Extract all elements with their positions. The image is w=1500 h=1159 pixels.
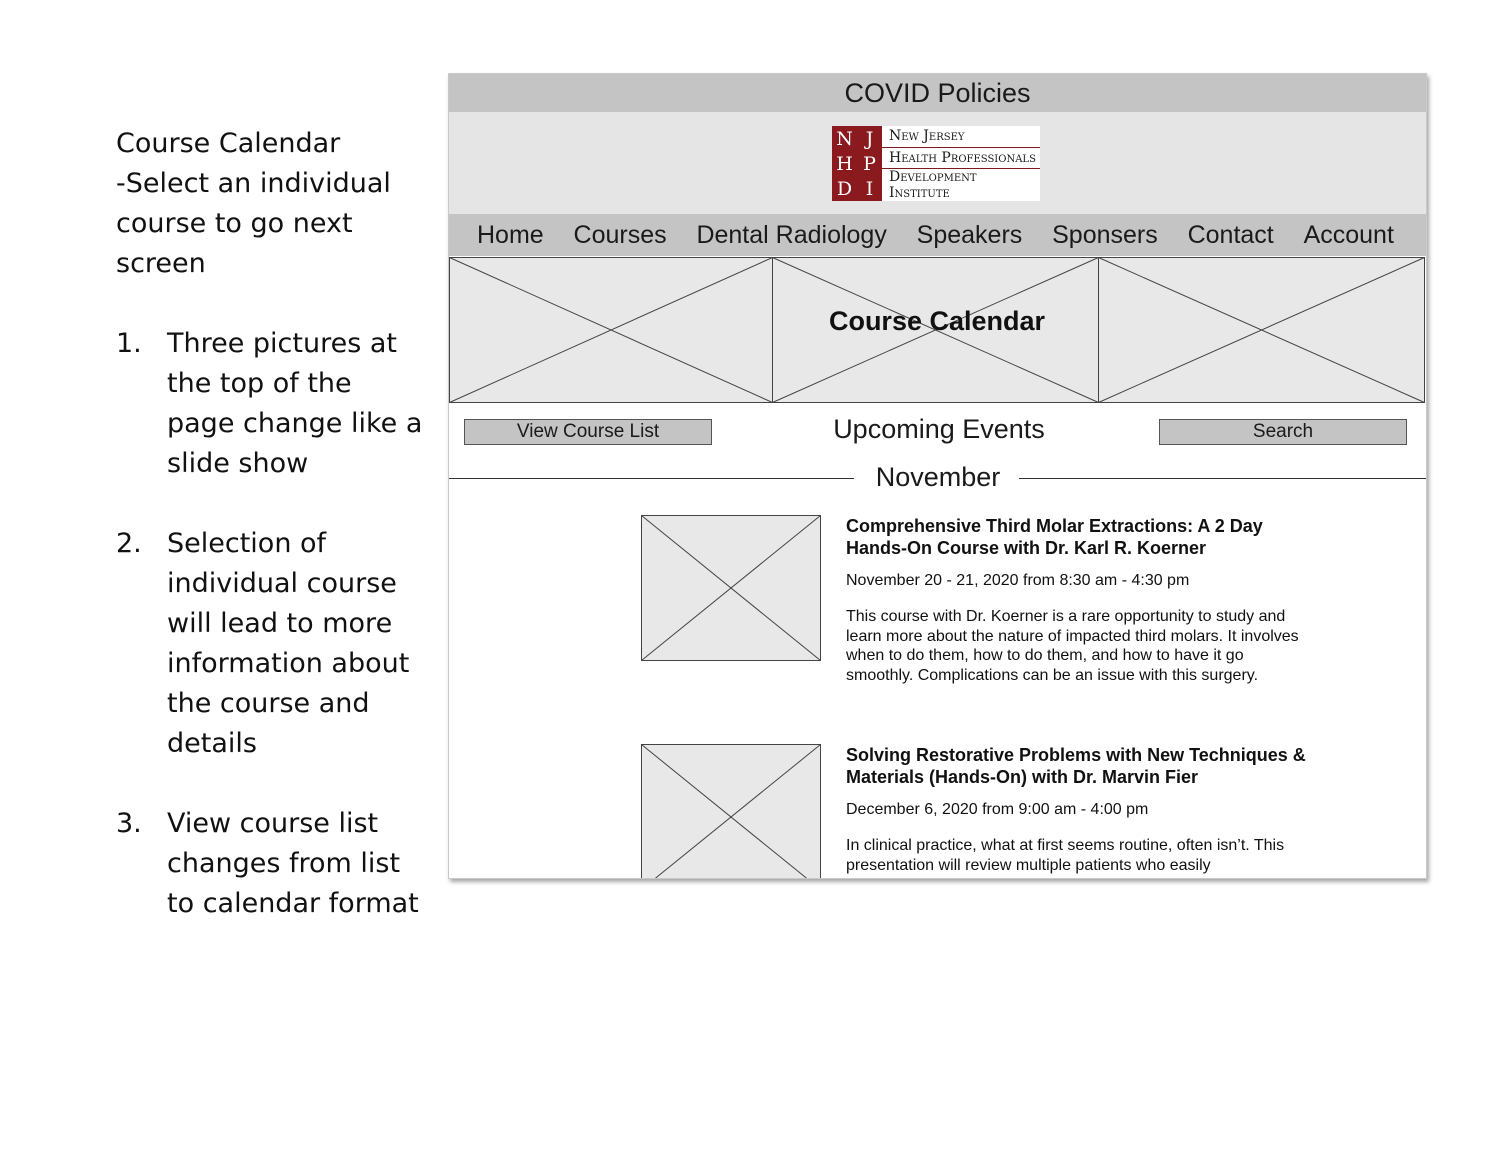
event-image-placeholder — [641, 744, 821, 879]
event-date: November 20 - 21, 2020 from 8:30 am - 4:30 pm — [846, 572, 1190, 589]
annotation-number: 2. — [116, 528, 142, 559]
logo-letter: H — [836, 152, 853, 175]
annotation-text: Three pictures at the top of the page change like a slide show — [167, 328, 423, 479]
annotation-item — [116, 804, 426, 924]
nav-dental-radiology[interactable]: Dental Radiology — [696, 220, 887, 249]
annotation-panel — [116, 124, 426, 964]
header — [449, 112, 1426, 214]
annotation-text: Selection of individual course will lead to more information about the course and details — [167, 528, 410, 759]
annotation-item — [116, 524, 426, 764]
search-button[interactable]: Search — [1159, 419, 1407, 445]
upcoming-events-heading: Upcoming Events — [833, 414, 1045, 444]
logo-letter: P — [863, 152, 876, 175]
page-title: Course Calendar — [828, 306, 1046, 336]
wireframe-page — [448, 73, 1427, 879]
nav-account[interactable]: Account — [1303, 220, 1394, 249]
annotation-number: 1. — [116, 328, 142, 359]
logo-letter: J — [865, 127, 874, 150]
logo-line: New Jersey — [882, 126, 1040, 148]
hero-slideshow[interactable] — [449, 257, 1425, 403]
annotation-text: View course list changes from list to calendar format — [167, 808, 419, 919]
annotation-intro: -Select an individual course to go next screen — [116, 168, 391, 279]
main-nav — [449, 214, 1426, 256]
logo-letter: D — [836, 177, 853, 200]
nav-courses[interactable]: Courses — [573, 220, 667, 249]
divider — [1019, 478, 1426, 479]
event-body — [846, 744, 1306, 875]
nav-speakers[interactable]: Speakers — [916, 220, 1023, 249]
event-description: This course with Dr. Koerner is a rare opportunity to study and learn more about the nature of impacted third molars. It involves when to do them, how to do them, and how to have it go smoothly. Complications can be an issue with this surgery. — [846, 608, 1299, 684]
month-heading: November — [875, 462, 1001, 492]
annotation-list — [116, 324, 426, 924]
njhpdi-logo[interactable] — [832, 126, 1040, 201]
nav-home[interactable]: Home — [477, 220, 544, 249]
logo-monogram — [832, 126, 882, 201]
logo-letter: I — [865, 177, 874, 200]
logo-wordmark — [882, 126, 1040, 201]
event-body — [846, 515, 1306, 685]
annotation-number: 3. — [116, 808, 142, 839]
view-course-list-button[interactable]: View Course List — [464, 419, 712, 445]
annotation-title: Course Calendar — [116, 128, 341, 159]
logo-line: Development Institute — [889, 169, 977, 201]
event-description: In clinical practice, what at first seems routine, often isn’t. This presentation will review multiple patients who easily — [846, 837, 1285, 874]
logo-letter: N — [836, 127, 853, 150]
logo-line: Health Professionals — [882, 148, 1040, 170]
event-image-placeholder — [641, 515, 821, 661]
covid-policies-banner[interactable] — [449, 74, 1426, 112]
event-title[interactable]: Comprehensive Third Molar Extractions: A 2 Day Hands-On Course with Dr. Karl R. Koerner — [846, 516, 1263, 558]
annotation-item — [116, 324, 426, 484]
covid-policies-label: COVID Policies — [844, 77, 1031, 108]
nav-contact[interactable]: Contact — [1187, 220, 1274, 249]
nav-sponsers[interactable]: Sponsers — [1052, 220, 1158, 249]
event-date: December 6, 2020 from 9:00 am - 4:00 pm — [846, 801, 1149, 818]
event-title[interactable]: Solving Restorative Problems with New Techniques & Materials (Hands-On) with Dr. Marvin Fier — [846, 745, 1306, 787]
